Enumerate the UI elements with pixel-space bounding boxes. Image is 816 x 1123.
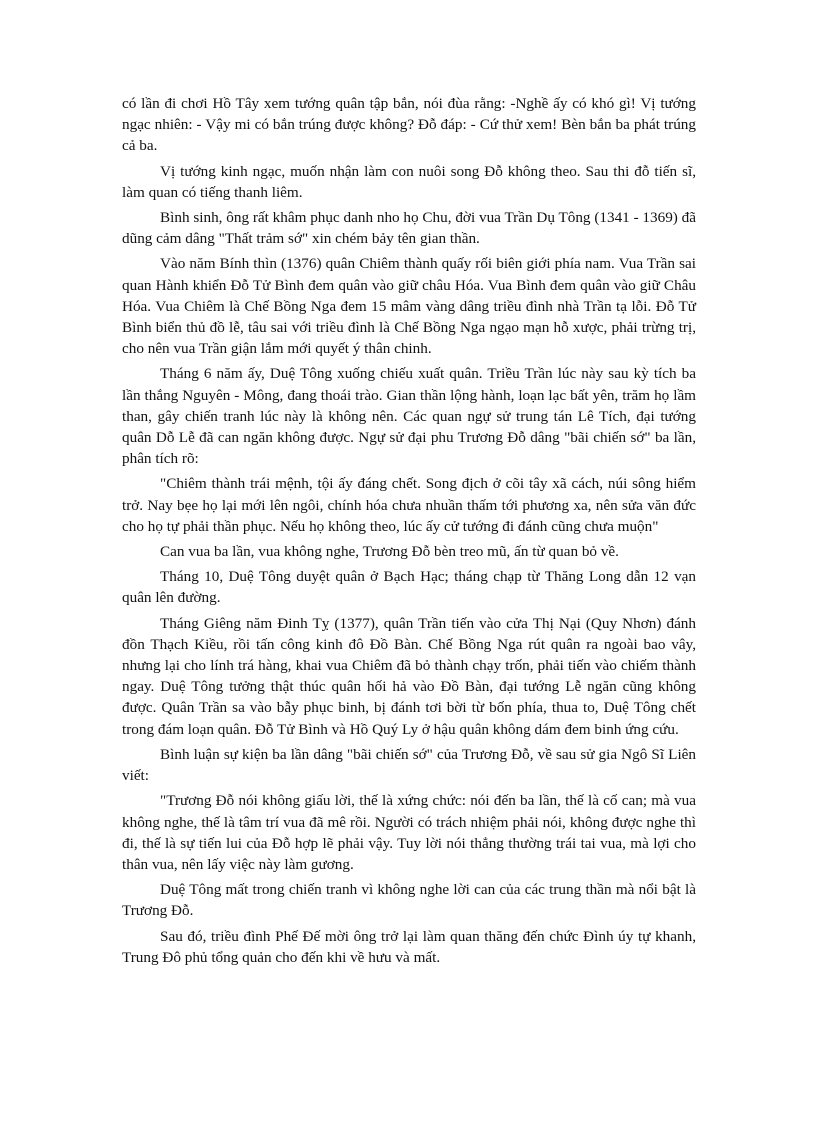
paragraph-1: có lần đi chơi Hồ Tây xem tướng quân tập bắn, nói đùa rằng: -Nghề ấy có khó gì! Vị tướng ngạc nhiên: - Vậy mi có bắn trúng được không? Đỗ đáp: - Cứ thử xem! Bèn bắn ba phát trúng cả ba.	[122, 95, 696, 155]
paragraph-7: Can vua ba lần, vua không nghe, Trương Đỗ bèn treo mũ, ấn từ quan bỏ về.	[160, 543, 619, 561]
paragraph-2: Vị tướng kinh ngạc, muốn nhận làm con nuôi song Đỗ không theo. Sau thi đỗ tiến sĩ, làm quan có tiếng thanh liêm.	[122, 162, 696, 201]
quote-paragraph-2: "Trương Đỗ nói không giấu lời, thế là xứng chức: nói đến ba lần, thế là cố can; mà vua không nghe, thế là tâm trí vua đã mê rồi. Người có trách nhiệm phải nói, không được nghe thì đi, thế là sự tiến lui của Đỗ hợp lẽ phải vậy. Tuy lời nói thẳng thường trái tai vua, mà lợi cho thân vua, nên lấy việc này làm gương.	[122, 792, 696, 873]
paragraph-3: Bình sinh, ông rất khâm phục danh nho họ Chu, đời vua Trần Dụ Tông (1341 - 1369) đã dũng cảm dâng "Thất trảm sớ" xin chém bảy tên gian thần.	[122, 209, 696, 248]
paragraph-4: Vào năm Bính thìn (1376) quân Chiêm thành quấy rối biên giới phía nam. Vua Trần sai quan Hành khiển Đỗ Tử Bình đem quân vào giữ châu Hóa. Vua Bình đem quân vào giữ Châu Hóa. Vua Chiêm là Chế Bồng Nga đem 15 mâm vàng dâng triều đình nhà Trần tạ lỗi. Đỗ Tử Bình biển thủ đồ lễ, tâu sai với triều đình là Chế Bồng Nga ngạo mạn hỗ xược, phải trừng trị, cho nên vua Trần giận lắm mới quyết ý thân chinh.	[122, 255, 696, 358]
quote-paragraph-1: "Chiêm thành trái mệnh, tội ấy đáng chết. Song địch ở cõi tây xã cách, núi sông hiểm trở. Nay bẹe họ lại mới lên ngôi, chính hóa chưa nhuần thấm tới phương xa, nên sửa văn đức cho họ tự phải thần phục. Nếu họ không theo, lúc ấy cử tướng đi đánh cũng chưa muộn"	[122, 475, 696, 535]
paragraph-5: Tháng 6 năm ấy, Duệ Tông xuống chiếu xuất quân. Triều Trần lúc này sau kỳ tích ba lần thắng Nguyên - Mông, đang thoái trào. Gian thần lộng hành, loạn lạc bất yên, trăm họ lầm than, gây chiến tranh lúc này là không nên. Các quan ngự sử trung tán Lê Tích, đại tướng quân Dỗ Lễ đã can ngăn không được. Ngự sử đại phu Trương Đỗ dâng "bãi chiến sớ" ba lần, phân tích rõ:	[122, 365, 696, 468]
paragraph-9: Tháng Giêng năm Đinh Tỵ (1377), quân Trần tiến vào cửa Thị Nại (Quy Nhơn) đánh đồn Thạch Kiều, rồi tấn công kinh đô Đồ Bàn. Chế Bồng Nga rút quân ra ngoài bao vây, nhưng lại cho lính trá hàng, khai vua Chiêm đã bỏ thành chạy trốn, phải tiến vào chiếm thành ngay. Duệ Tông tưởng thật thúc quân hối hả vào Đồ Bàn, đại tướng Lễ ngăn cũng không được. Quân Trần sa vào bẫy phục binh, bị đánh tơi bời từ bốn phía, thua to, Duệ Tông chết trong đám loạn quân. Đỗ Tử Bình và Hồ Quý Ly ở hậu quân không dám đem binh ứng cứu.	[122, 614, 696, 738]
paragraph-10: Bình luận sự kiện ba lần dâng "bãi chiến sớ" của Trương Đỗ, về sau sử gia Ngô Sĩ Liên viết:	[122, 745, 696, 785]
paragraph-8: Tháng 10, Duệ Tông duyệt quân ở Bạch Hạc; tháng chạp từ Thăng Long dẫn 12 vạn quân lên đường.	[122, 568, 696, 607]
paragraph-13: Sau đó, triều đình Phế Đế mời ông trở lại làm quan thăng đến chức Đình úy tự khanh, Trung Đô phủ tổng quản cho đến khi về hưu và mất.	[122, 927, 696, 966]
paragraph-12: Duệ Tông mất trong chiến tranh vì không nghe lời can của các trung thần mà nổi bật là Trương Đỗ.	[122, 881, 696, 920]
document-page	[122, 93, 696, 972]
